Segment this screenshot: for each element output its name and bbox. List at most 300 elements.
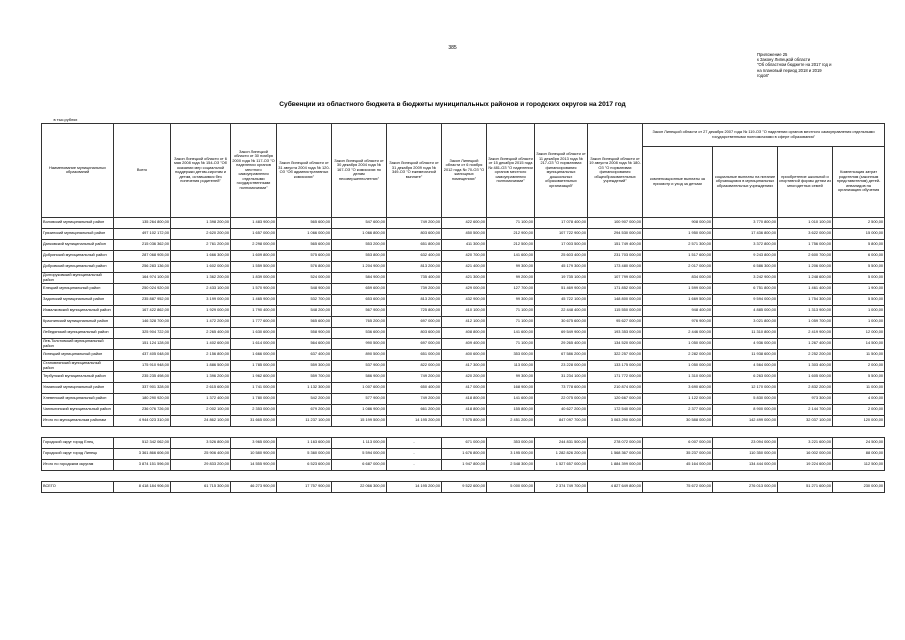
row-value: 565 600,00 (277, 316, 332, 327)
row-value: 536 600,00 (332, 327, 387, 338)
row-value: 1 609 800,00 (231, 250, 277, 261)
row-value: 1 962 600,00 (231, 371, 277, 382)
row-value: 1 483 900,00 (231, 217, 277, 228)
row-value: 107 799 000,00 (588, 272, 643, 283)
row-value: 11 000,00 (833, 382, 885, 393)
row-value: 411 300,00 (442, 239, 487, 250)
table-row (42, 481, 885, 492)
row-value: 1 465 900,00 (231, 294, 277, 305)
row-value: - (387, 448, 442, 459)
row-value: 15 000,00 (833, 228, 885, 239)
row-value: 1 900,00 (833, 283, 885, 294)
row-value: 418 800,00 (442, 393, 487, 404)
row-value: 3 221 600,00 (778, 437, 833, 448)
row-value: 1 605 000,00 (778, 371, 833, 382)
row-value: 30 675 600,00 (535, 316, 588, 327)
spacer-cell (277, 426, 332, 437)
row-value: 19 224 600,00 (778, 459, 833, 470)
header-law: Закон Липецкой области от 6 ноября 2012 года № 70-ОЗ "О жилищных помещениях" (442, 123, 487, 217)
row-value: 69 549 900,00 (535, 327, 588, 338)
row-value: 353 000,00 (487, 349, 535, 360)
row-value: 120 667 000,00 (588, 393, 643, 404)
appendix-line: Приложение 25 (757, 52, 788, 57)
row-value: 141 600,00 (487, 393, 535, 404)
table-row (42, 316, 885, 327)
row-value: 532 700,00 (277, 294, 332, 305)
spacer-cell (588, 470, 643, 481)
row-value: 3 372 800,00 (713, 239, 778, 250)
table-row (42, 250, 885, 261)
spacer-cell (387, 426, 442, 437)
row-value: 1 839 000,00 (231, 272, 277, 283)
spacer-cell (535, 470, 588, 481)
row-value: 23 094 000,00 (713, 437, 778, 448)
row-value: 1 007 600,00 (332, 382, 387, 393)
row-value: 1 884 399 000,00 (588, 459, 643, 470)
table-row (42, 228, 885, 239)
row-value: 2 000,00 (833, 404, 885, 415)
row-value: 135 264 800,00 (114, 217, 171, 228)
spacer-cell (833, 426, 885, 437)
row-value: 19 735 100,00 (535, 272, 588, 283)
row-value: 8 900 000,00 (713, 404, 778, 415)
row-value: 3 361 866 606,00 (114, 448, 171, 459)
row-value: 1 310 000,00 (643, 371, 713, 382)
row-value: 2 000,00 (833, 360, 885, 371)
row-value: 322 257 000,00 (588, 349, 643, 360)
row-value: 1 267 400,00 (778, 338, 833, 349)
row-value: 40 627 200,00 (535, 404, 588, 415)
row-value: 155 800,00 (487, 404, 535, 415)
spacer-cell (231, 470, 277, 481)
row-value: 1 066 000,00 (277, 228, 332, 239)
table-row (42, 371, 885, 382)
header-law: Закон Липецкой области от 19 августа 2008 года № 180-ОЗ "О нормативах финансирования общеобразовательных учреждений" (588, 123, 643, 217)
row-value: 651 000,00 (387, 349, 442, 360)
subventions-table (41, 118, 885, 493)
row-value: 8 418 184 906,00 (114, 481, 171, 492)
row-value: 1 570 900,00 (231, 283, 277, 294)
row-value: 67 586 200,00 (535, 349, 588, 360)
row-value: 148 800 000,00 (588, 294, 643, 305)
row-value: 9 594 000,00 (713, 294, 778, 305)
row-name: Городской округ город Липецк (42, 448, 114, 459)
row-name: Липецкий муниципальный район (42, 349, 114, 360)
row-name: Данковский муниципальный район (42, 239, 114, 250)
row-value: 71 100,00 (487, 217, 535, 228)
row-value: 890 500,00 (332, 349, 387, 360)
row-value: 337 901 328,00 (114, 382, 171, 393)
spacer-cell (442, 470, 487, 481)
row-value: 141 600,00 (487, 250, 535, 261)
row-value: 1 568 367 000,00 (588, 448, 643, 459)
row-value: 215 036 362,00 (114, 239, 171, 250)
row-value: 548 900,00 (277, 283, 332, 294)
row-value: 632 400,00 (387, 250, 442, 261)
row-value: 2 761 200,00 (171, 239, 231, 250)
row-value: 168 900,00 (487, 382, 535, 393)
row-value: 813 200,00 (387, 294, 442, 305)
row-value: 1 676 800,00 (442, 448, 487, 459)
row-name: Тербунский муниципальный район (42, 371, 114, 382)
row-value: 2 451 200,00 (487, 415, 535, 426)
table-row (42, 349, 885, 360)
row-value: 749 200,00 (387, 371, 442, 382)
spacer-cell (332, 426, 387, 437)
row-value: 6 263 000,00 (713, 371, 778, 382)
row-value: 110 350 000,00 (713, 448, 778, 459)
row-name: Измалковский муниципальный район (42, 305, 114, 316)
row-value: 1 785 000,00 (231, 360, 277, 371)
row-value: 1 461 400,00 (778, 283, 833, 294)
row-value: 29 265 400,00 (535, 338, 588, 349)
row-value: 651 800,00 (387, 239, 442, 250)
row-value: 553 200,00 (332, 239, 387, 250)
row-value: 146 328 700,00 (114, 316, 171, 327)
row-value: 564 600,00 (277, 338, 332, 349)
row-value: 51 271 600,00 (778, 481, 833, 492)
row-value: 244 831 500,00 (535, 437, 588, 448)
row-value: 141 600,00 (487, 327, 535, 338)
row-name: Итого по городским округам (42, 459, 114, 470)
row-value: 120 000,00 (833, 415, 885, 426)
row-value: 4 936 000,00 (713, 338, 778, 349)
row-value: 803 600,00 (387, 228, 442, 239)
row-value: 171 772 000,00 (588, 371, 643, 382)
row-value: 1 559 500,00 (231, 261, 277, 272)
row-value: 1 630 600,00 (231, 327, 277, 338)
table-row (42, 360, 885, 371)
row-value: 749 200,00 (387, 393, 442, 404)
row-value: 512 342 062,00 (114, 437, 171, 448)
row-value: 1 248 600,00 (778, 272, 833, 283)
row-value: 2 620 200,00 (171, 228, 231, 239)
row-value: 9 522 600,00 (442, 481, 487, 492)
row-value: 1 614 000,00 (231, 338, 277, 349)
row-value: 235 887 952,00 (114, 294, 171, 305)
row-value: 100 907 000,00 (588, 217, 643, 228)
row-value: 51 469 900,00 (535, 283, 588, 294)
row-value: 6 007 000,00 (643, 437, 713, 448)
row-value: 400 600,00 (442, 349, 487, 360)
row-value: 31 665 000,00 (231, 415, 277, 426)
row-value: 576 800,00 (277, 261, 332, 272)
spacer-cell (231, 426, 277, 437)
spacer-cell (171, 426, 231, 437)
row-value: 421 400,00 (442, 261, 487, 272)
spacer-row (42, 426, 885, 437)
row-value: 5 000,00 (833, 272, 885, 283)
row-value: 11 500,00 (833, 349, 885, 360)
row-value: 29 833 200,00 (171, 459, 231, 470)
row-value: 5 500,00 (833, 371, 885, 382)
row-name: Добринский муниципальный район (42, 250, 114, 261)
row-value: 180 290 920,00 (114, 393, 171, 404)
row-value: 1 313 900,00 (778, 305, 833, 316)
row-name: Задонский муниципальный район (42, 294, 114, 305)
page-title: Субвенции из областного бюджета в бюджеты муниципальных районов и городских округов на 2017 год (279, 101, 626, 108)
row-value: 353 000,00 (487, 437, 535, 448)
row-value: 973 300,00 (778, 393, 833, 404)
row-value: 325 904 722,00 (114, 327, 171, 338)
row-value: 547 600,00 (332, 217, 387, 228)
appendix-line: "Об областном бюджете на 2017 год и (757, 62, 832, 68)
row-value: 408 800,00 (442, 327, 487, 338)
row-name: Грязинский муниципальный район (42, 228, 114, 239)
row-value: 735 400,00 (387, 272, 442, 283)
table-row (42, 382, 885, 393)
row-value: 1 204 900,00 (332, 261, 387, 272)
spacer-cell (171, 470, 231, 481)
row-value: 653 600,00 (332, 294, 387, 305)
spacer-cell (713, 470, 778, 481)
row-value: 2 500,00 (833, 217, 885, 228)
row-value: 2 419 900,00 (778, 327, 833, 338)
row-value: 559 300,00 (277, 360, 332, 371)
row-value: 537 900,00 (332, 360, 387, 371)
row-value: 151 749 400,00 (588, 239, 643, 250)
row-value: 95 627 000,00 (588, 316, 643, 327)
row-value: 420 200,00 (442, 371, 487, 382)
row-value: 671 000,00 (442, 437, 487, 448)
row-value: 524 000,00 (277, 272, 332, 283)
table-row (42, 294, 885, 305)
row-value: 567 900,00 (332, 305, 387, 316)
row-name: Становлянский муниципальный район (42, 360, 114, 371)
row-value: 2 571 300,00 (643, 239, 713, 250)
row-value: 847 097 700,00 (535, 415, 588, 426)
row-value: 30 588 000,00 (643, 415, 713, 426)
row-value: 75 672 000,00 (643, 481, 713, 492)
spacer-cell (277, 470, 332, 481)
row-value: 235 235 498,00 (114, 371, 171, 382)
row-value: 1 282 826 200,00 (535, 448, 588, 459)
header-sub: компенсационные выплаты за присмотр и уход за детьми (643, 146, 713, 217)
row-value: 6 751 800,00 (713, 283, 778, 294)
row-value: 679 200,00 (277, 404, 332, 415)
header-total: Всего (114, 123, 171, 217)
row-value: 4 827 649 800,00 (588, 481, 643, 492)
row-value: 661 200,00 (387, 404, 442, 415)
row-value: 3 874 151 596,00 (114, 459, 171, 470)
row-value: 12 000,00 (833, 327, 885, 338)
header-law: Закон Липецкой области от 31 декабря 2009 года № 349-ОЗ "О ежемесячной выплате" (387, 123, 442, 217)
row-value: 2 377 000,00 (643, 404, 713, 415)
row-value: 1 754 300,00 (778, 294, 833, 305)
row-value: 31 234 100,00 (535, 371, 588, 382)
row-value: 2 374 749 700,00 (535, 481, 588, 492)
row-value: 1 472 200,00 (171, 316, 231, 327)
row-value: 575 600,00 (277, 250, 332, 261)
row-value: 231 703 000,00 (588, 250, 643, 261)
row-value: 45 179 300,00 (535, 261, 588, 272)
row-value: 834 000,00 (643, 272, 713, 283)
row-value: 1 886 500,00 (171, 360, 231, 371)
row-value: 22 448 400,00 (535, 305, 588, 316)
row-value: 14 555 900,00 (231, 459, 277, 470)
spacer-cell (387, 470, 442, 481)
row-value: 15 199 500,00 (332, 415, 387, 426)
row-value: 412 100,00 (442, 316, 487, 327)
row-value: 210 874 000,00 (588, 382, 643, 393)
row-value: 7 575 800,00 (442, 415, 487, 426)
spacer-cell (42, 470, 114, 481)
row-value: 193 353 000,00 (588, 327, 643, 338)
table-row (42, 272, 885, 283)
row-value: 553 800,00 (332, 250, 387, 261)
table-row (42, 239, 885, 250)
row-value: 6 523 600,00 (277, 459, 332, 470)
table-row (42, 305, 885, 316)
row-value: 417 000,00 (442, 382, 487, 393)
row-value: 558 900,00 (277, 327, 332, 338)
row-value: 3 021 800,00 (713, 316, 778, 327)
row-value: 4 944 023 310,00 (114, 415, 171, 426)
row-value: 437 405 048,00 (114, 349, 171, 360)
row-value: 24 500,00 (833, 437, 885, 448)
spacer-cell (588, 426, 643, 437)
row-name: Лев-Толстовский муниципальный район (42, 338, 114, 349)
row-value: 134 444 000,00 (713, 459, 778, 470)
row-value: 1 303 400,00 (778, 360, 833, 371)
row-value: 230 000,00 (833, 481, 885, 492)
row-value: 410 100,00 (442, 305, 487, 316)
row-value: 4 564 000,00 (713, 360, 778, 371)
row-value: - (387, 437, 442, 448)
row-value: 1 206 000,00 (778, 261, 833, 272)
row-name: Чаплыгинский муниципальный район (42, 404, 114, 415)
row-value: 429 000,00 (442, 283, 487, 294)
row-value: 14 195 200,00 (387, 481, 442, 492)
row-value: 115 550 000,00 (588, 305, 643, 316)
row-value: 976 900,00 (643, 316, 713, 327)
spacer-cell (442, 426, 487, 437)
row-value: 12 170 000,00 (713, 382, 778, 393)
row-value: 1 666 000,00 (231, 349, 277, 360)
header-name: Наименование муниципальных образований (42, 123, 114, 217)
row-value: 22 075 000,00 (535, 393, 588, 404)
appendix-line: годов" (757, 72, 770, 78)
row-value: 450 500,00 (442, 228, 487, 239)
row-value: 3 770 800,00 (713, 217, 778, 228)
row-value: 1 010 100,00 (778, 217, 833, 228)
row-value: 99 300,00 (487, 371, 535, 382)
row-value: 236 076 726,00 (114, 404, 171, 415)
row-value: 71 100,00 (487, 305, 535, 316)
row-value: 659 600,00 (332, 283, 387, 294)
row-value: 1 947 800,00 (442, 459, 487, 470)
row-value: 11 310 800,00 (713, 327, 778, 338)
row-value: 565 600,00 (277, 239, 332, 250)
row-value: 3 690 600,00 (643, 382, 713, 393)
row-value: 99 300,00 (487, 294, 535, 305)
spacer-cell (713, 426, 778, 437)
table-body (42, 217, 885, 492)
spacer-cell (42, 426, 114, 437)
row-value: 5 830 000,00 (713, 393, 778, 404)
row-value: 212 900,00 (487, 228, 535, 239)
row-value: 697 000,00 (387, 316, 442, 327)
row-value: 45 722 100,00 (535, 294, 588, 305)
row-value: 1 362 200,00 (171, 272, 231, 283)
spacer-cell (535, 426, 588, 437)
row-value: 421 300,00 (442, 272, 487, 283)
row-name: Добровский муниципальный район (42, 261, 114, 272)
row-value: 134 520 000,00 (588, 338, 643, 349)
row-value: 127 700,00 (487, 283, 535, 294)
row-value: 17 436 800,00 (713, 228, 778, 239)
header-sub: приобретение школьной и спортивной формы детям из многодетных семей (778, 146, 833, 217)
row-value: 1 372 400,00 (171, 393, 231, 404)
table-row (42, 448, 885, 459)
row-name: Итого по муниципальным районам (42, 415, 114, 426)
header-sub: Компенсация затрат родителям (законным представителям) детей-инвалидов на организацию обучения (833, 146, 885, 217)
table-row (42, 459, 885, 470)
row-value: 17 003 500,00 (535, 239, 588, 250)
appendix-line: на плановый период 2018 и 2019 (757, 67, 822, 73)
header-law: Закон Липецкой области от 30 ноября 2000 года № 117-ОЗ "О наделении органов местного самоуправления отдельными государственными полномочиями" (231, 123, 277, 217)
row-value: 2 548 300,00 (487, 459, 535, 470)
row-value: 1 050 000,00 (643, 360, 713, 371)
row-value: 23 228 000,00 (535, 360, 588, 371)
row-value: 73 778 600,00 (535, 382, 588, 393)
row-value: 250 024 920,00 (114, 283, 171, 294)
row-value: 2 832 200,00 (778, 382, 833, 393)
appendix-note (757, 52, 897, 78)
row-value: 294 530 000,00 (588, 228, 643, 239)
row-value: 6 687 000,00 (332, 459, 387, 470)
row-value: 2 446 000,00 (643, 327, 713, 338)
row-value: 2 156 800,00 (171, 349, 231, 360)
row-value: 4 885 000,00 (713, 305, 778, 316)
row-value: 45 164 000,00 (643, 459, 713, 470)
row-value: 417 300,00 (442, 360, 487, 371)
row-value: 565 600,00 (277, 217, 332, 228)
row-value: 990 500,00 (332, 338, 387, 349)
page-number: 385 (448, 45, 457, 51)
row-value: 46 273 900,00 (231, 481, 277, 492)
table-row (42, 404, 885, 415)
row-value: 548 200,00 (277, 305, 332, 316)
row-value: 1 000,00 (833, 305, 885, 316)
row-value: 2 298 000,00 (231, 239, 277, 250)
row-value: 1 780 000,00 (231, 393, 277, 404)
row-value: 418 800,00 (442, 404, 487, 415)
row-value: 278 072 000,00 (588, 437, 643, 448)
appendix-line: к Закону Липецкой области (757, 57, 811, 63)
row-value: 2 265 400,00 (171, 327, 231, 338)
header-law: Закон Липецкой области от 31 августа 2004 года № 120-ОЗ "Об административных комиссиях" (277, 123, 332, 217)
row-value: 276 013 000,00 (713, 481, 778, 492)
row-value: 3 199 000,00 (171, 294, 231, 305)
row-value: 5 360 000,00 (277, 448, 332, 459)
row-value: 35 237 000,00 (643, 448, 713, 459)
unit-label: в тыс.рублях (53, 118, 78, 122)
row-value: 3 622 000,00 (778, 228, 833, 239)
row-value: 422 600,00 (442, 217, 487, 228)
row-value: 559 700,00 (277, 371, 332, 382)
row-value: 173 480 000,00 (588, 261, 643, 272)
row-value: 287 068 905,00 (114, 250, 171, 261)
row-value: 22 066 300,00 (332, 481, 387, 492)
table-row (42, 393, 885, 404)
row-value: 803 600,00 (387, 327, 442, 338)
row-value: 256 283 136,00 (114, 261, 171, 272)
table-row (42, 217, 885, 228)
row-name: Воловский муниципальный район (42, 217, 114, 228)
row-value: 697 000,00 (387, 338, 442, 349)
row-value: 2 144 700,00 (778, 404, 833, 415)
